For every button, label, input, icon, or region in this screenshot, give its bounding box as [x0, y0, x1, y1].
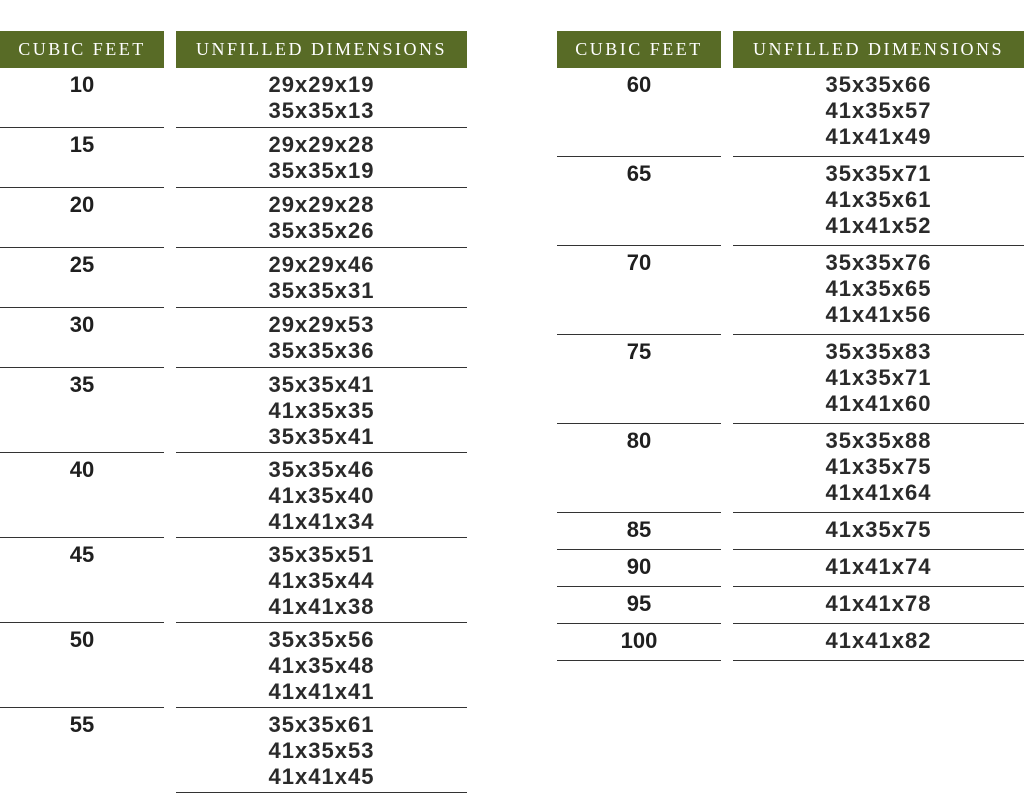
cubic-feet-value: 15: [69, 132, 95, 157]
cubic-feet-value: 40: [69, 457, 95, 482]
dimensions-cell: [733, 554, 1024, 580]
table-row: [0, 623, 467, 708]
dimensions-cell: [176, 192, 467, 244]
dimension-value: 29x29x53: [268, 312, 375, 337]
dimension-value: 41x41x38: [268, 594, 375, 619]
dimension-value: 35x35x56: [268, 627, 375, 652]
dimension-value: 35x35x66: [825, 72, 932, 97]
dimensions-cell: [176, 627, 467, 705]
cubic-feet-value: 70: [626, 250, 652, 275]
dimension-value: 35x35x31: [268, 278, 375, 303]
cubic-feet-value: 60: [626, 72, 652, 97]
dimension-value: 35x35x19: [268, 158, 375, 183]
cubic-feet-value: 35: [69, 372, 95, 397]
cubic-feet-value: 10: [69, 72, 95, 97]
dimensions-cell: [733, 628, 1024, 654]
dimension-value: 41x41x56: [825, 302, 932, 327]
cubic-feet-header: CUBIC FEET: [0, 31, 164, 68]
dimension-value: 41x41x74: [825, 554, 932, 579]
row-divider: [176, 792, 467, 793]
cubic-feet-value: 85: [626, 517, 652, 542]
dimensions-cell: [733, 428, 1024, 506]
table-row: [557, 157, 1024, 246]
dimension-value: 35x35x41: [268, 372, 375, 397]
dimension-value: 35x35x36: [268, 338, 375, 363]
dimension-value: 35x35x76: [825, 250, 932, 275]
dimension-value: 35x35x51: [268, 542, 375, 567]
dimension-value: 35x35x46: [268, 457, 375, 482]
dimensions-cell: [176, 457, 467, 535]
cubic-feet-value: 65: [626, 161, 652, 186]
dimension-value: 41x35x75: [825, 454, 932, 479]
dimension-value: 41x35x35: [268, 398, 375, 423]
dimensions-cell: [176, 132, 467, 184]
dimension-value: 35x35x13: [268, 98, 375, 123]
dimension-value: 41x35x61: [825, 187, 932, 212]
cubic-feet-value: 100: [620, 628, 658, 653]
table-row: [557, 335, 1024, 424]
cubic-feet-value: 50: [69, 627, 95, 652]
dimensions-cell: [176, 542, 467, 620]
cubic-feet-value: 90: [626, 554, 652, 579]
table-row: [557, 246, 1024, 335]
table-row: [0, 538, 467, 623]
dimensions-cell: [176, 72, 467, 124]
dimension-value: 29x29x46: [268, 252, 375, 277]
unfilled-dimensions-header: UNFILLED DIMENSIONS: [733, 31, 1024, 68]
table-row: [557, 624, 1024, 661]
cubic-feet-value: 55: [69, 712, 95, 737]
dimension-value: 41x41x78: [825, 591, 932, 616]
row-divider: [733, 660, 1024, 661]
dimensions-cell: [733, 517, 1024, 543]
dimension-value: 41x35x53: [268, 738, 375, 763]
dimensions-cell: [176, 312, 467, 364]
dimension-value: 29x29x28: [268, 192, 375, 217]
dimensions-cell: [176, 252, 467, 304]
dimension-value: 41x35x44: [268, 568, 375, 593]
dimension-value: 35x35x71: [825, 161, 932, 186]
dimensions-cell: [176, 372, 467, 450]
dimension-value: 35x35x83: [825, 339, 932, 364]
dimensions-cell: [733, 339, 1024, 417]
dimension-value: 41x41x52: [825, 213, 932, 238]
table-row: [557, 68, 1024, 157]
table-row: [0, 248, 467, 308]
table-row: [0, 308, 467, 368]
row-divider: [557, 660, 721, 661]
table-row: [557, 587, 1024, 624]
table-row: [0, 368, 467, 453]
cubic-feet-value: 45: [69, 542, 95, 567]
dimension-value: 35x35x61: [268, 712, 375, 737]
dimension-value: 41x35x48: [268, 653, 375, 678]
dimension-value: 41x41x82: [825, 628, 932, 653]
dimension-value: 41x35x40: [268, 483, 375, 508]
cubic-feet-value: 95: [626, 591, 652, 616]
dimension-value: 41x41x34: [268, 509, 375, 534]
cubic-feet-header: CUBIC FEET: [557, 31, 721, 68]
cubic-feet-value: 30: [69, 312, 95, 337]
dimension-value: 29x29x19: [268, 72, 375, 97]
dimensions-cell: [176, 712, 467, 790]
cubic-feet-value: 75: [626, 339, 652, 364]
dimension-value: 41x41x41: [268, 679, 375, 704]
table-row: [557, 513, 1024, 550]
table-row: [0, 453, 467, 538]
dimension-value: 35x35x26: [268, 218, 375, 243]
table-row: [0, 128, 467, 188]
cubic-feet-value: 20: [69, 192, 95, 217]
table-row: [557, 550, 1024, 587]
dimensions-cell: [733, 250, 1024, 328]
table-row: [0, 188, 467, 248]
dimension-value: 41x41x45: [268, 764, 375, 789]
cubic-feet-value: 25: [69, 252, 95, 277]
dimension-value: 41x35x65: [825, 276, 932, 301]
dimension-value: 35x35x88: [825, 428, 932, 453]
dimension-value: 29x29x28: [268, 132, 375, 157]
dimension-value: 41x35x75: [825, 517, 932, 542]
table-row: [0, 68, 467, 128]
dimension-value: 41x41x60: [825, 391, 932, 416]
dimension-value: 41x35x71: [825, 365, 932, 390]
dimension-value: 41x41x64: [825, 480, 932, 505]
cubic-feet-value: 80: [626, 428, 652, 453]
dimension-value: 41x35x57: [825, 98, 932, 123]
unfilled-dimensions-header: UNFILLED DIMENSIONS: [176, 31, 467, 68]
table-row: [557, 424, 1024, 513]
table-row: [0, 708, 467, 793]
dimensions-cell: [733, 161, 1024, 239]
dimensions-cell: [733, 72, 1024, 150]
dimensions-cell: [733, 591, 1024, 617]
dimension-value: 41x41x49: [825, 124, 932, 149]
dimension-value: 35x35x41: [268, 424, 375, 449]
